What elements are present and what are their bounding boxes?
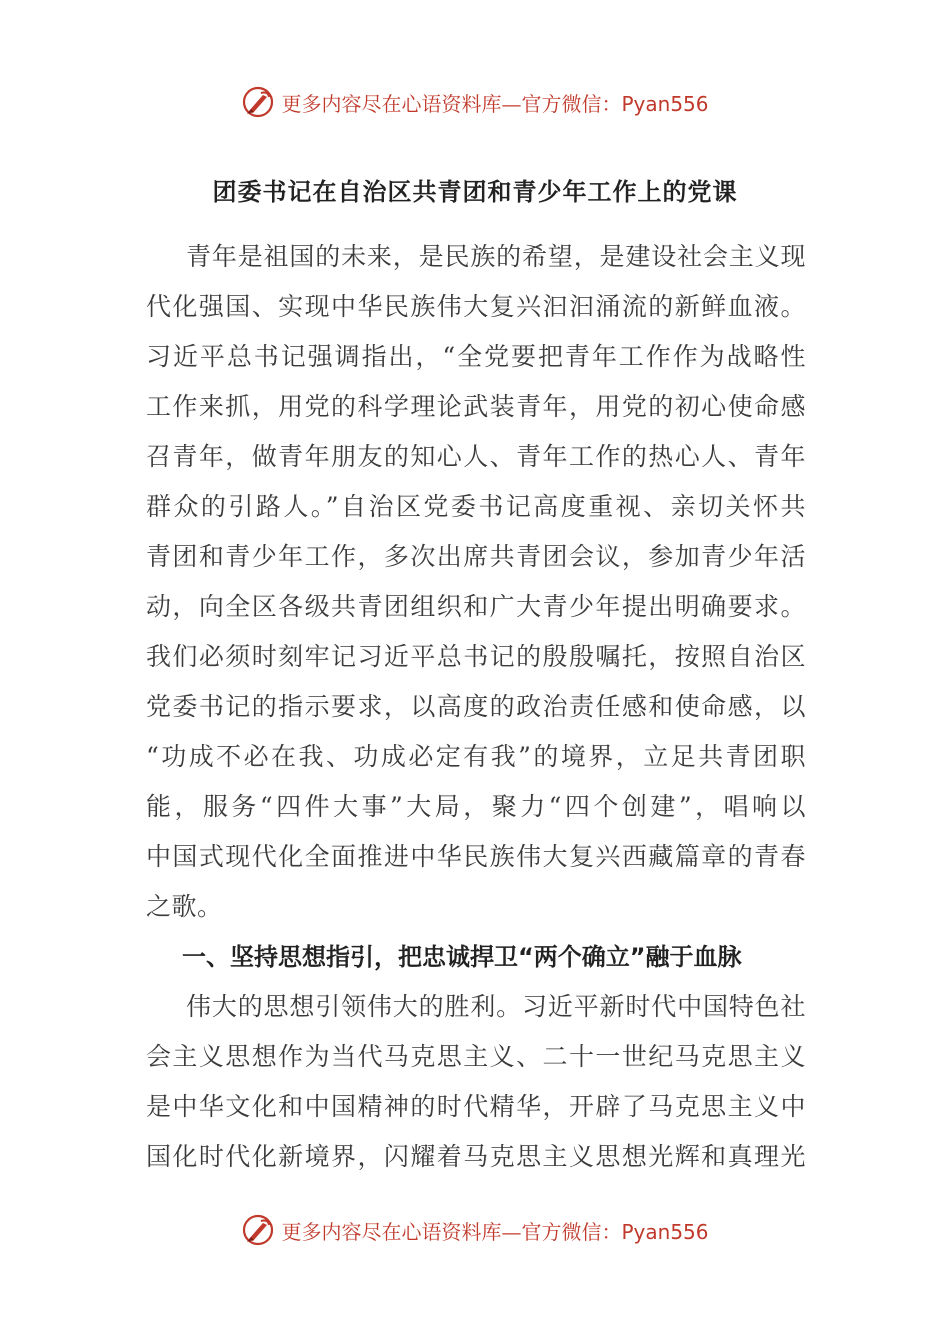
paragraph-line: 青年是祖国的未来，是民族的希望，是建设社会主义现	[186, 242, 806, 271]
paragraph-line: 之歌。	[146, 892, 223, 921]
paragraph-line: 党委书记的指示要求，以高度的政治责任感和使命感，以	[146, 692, 806, 721]
paragraph-line: 召青年，做青年朋友的知心人、青年工作的热心人、青年	[146, 442, 806, 471]
document-title: 团委书记在自治区共青团和青少年工作上的党课	[212, 178, 738, 206]
footer-wechat-id: Pyan556	[621, 1219, 709, 1244]
header-banner-label: 更多内容尽在心语资料库—官方微信：	[281, 91, 622, 116]
paragraph-line: 习近平总书记强调指出，“全党要把青年工作作为战略性	[146, 342, 806, 371]
header-wechat-id: Pyan556	[621, 91, 709, 116]
paragraph-line: 群众的引路人。”自治区党委书记高度重视、亲切关怀共	[146, 492, 806, 521]
pen-logo-icon	[241, 85, 275, 119]
paragraph-line: 工作来抓，用党的科学理论武装青年，用党的初心使命感	[146, 392, 806, 421]
paragraph-line: 代化强国、实现中华民族伟大复兴汩汩涌流的新鲜血液。	[146, 292, 806, 321]
paragraph-line: 动，向全区各级共青团组织和广大青少年提出明确要求。	[146, 592, 806, 621]
paragraph-line: 青团和青少年工作，多次出席共青团会议，参加青少年活	[146, 542, 806, 571]
paragraph-line: 我们必须时刻牢记习近平总书记的殷殷嘱托，按照自治区	[146, 642, 806, 671]
header-banner	[0, 82, 950, 122]
paragraph-line: 国化时代化新境界，闪耀着马克思主义思想光辉和真理光	[146, 1142, 806, 1171]
footer-banner	[0, 1210, 950, 1250]
paragraph-line: 是中华文化和中国精神的时代精华，开辟了马克思主义中	[146, 1092, 806, 1121]
section-heading: 一、坚持思想指引，把忠诚捍卫“两个确立”融于血脉	[182, 943, 742, 971]
pen-logo-icon	[241, 1213, 275, 1247]
footer-banner-label: 更多内容尽在心语资料库—官方微信：	[281, 1219, 622, 1244]
paragraph-line: “功成不必在我、功成必定有我”的境界，立足共青团职	[146, 742, 806, 771]
header-banner-text	[281, 88, 708, 117]
document-body	[146, 232, 806, 1182]
paragraph-line: 会主义思想作为当代马克思主义、二十一世纪马克思主义	[146, 1042, 806, 1071]
paragraph-line: 中国式现代化全面推进中华民族伟大复兴西藏篇章的青春	[146, 842, 806, 871]
footer-banner-text	[281, 1216, 708, 1245]
paragraph-line: 伟大的思想引领伟大的胜利。习近平新时代中国特色社	[186, 992, 806, 1021]
paragraph-line: 能，服务“四件大事”大局，聚力“四个创建”，唱响以	[146, 792, 806, 821]
